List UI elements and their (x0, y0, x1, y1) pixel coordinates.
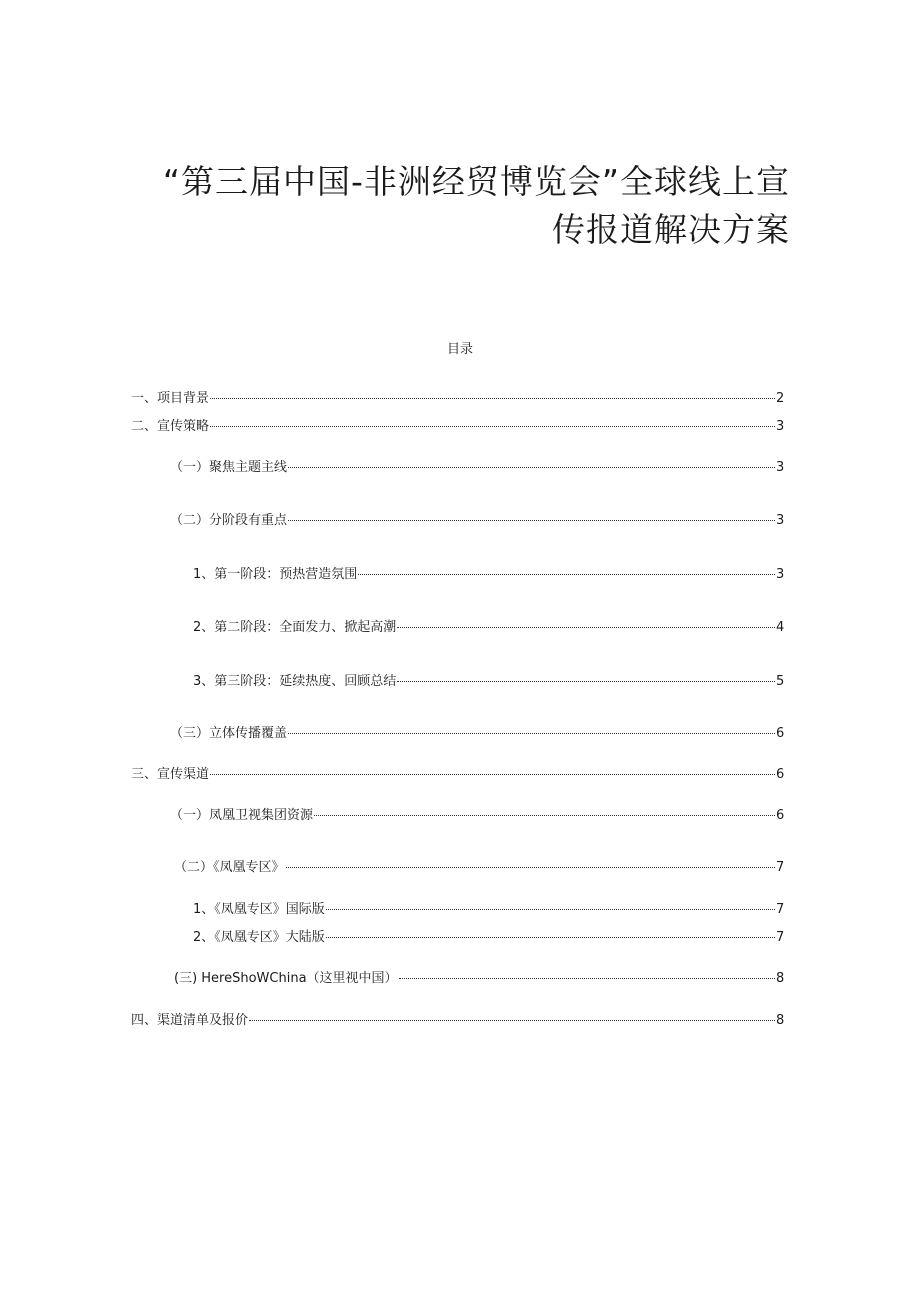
toc-entry-phoenix-zone[interactable] (174, 860, 784, 876)
toc-entry-label: 2、《凤凰专区》大陆版 (193, 930, 325, 945)
toc-entry-label: （二）分阶段有重点 (170, 513, 288, 528)
toc-entry-strategy[interactable] (131, 419, 784, 435)
toc-entry-channel-list-pricing[interactable] (131, 1013, 784, 1029)
toc-entry-label: 二、宣传策略 (131, 419, 210, 434)
toc-dot-leader (249, 1020, 775, 1021)
toc-entry-phase-1[interactable] (193, 567, 784, 583)
toc-entry-page: 7 (776, 902, 785, 917)
toc-entry-label: （二）《凤凰专区》 (174, 860, 285, 875)
toc-entry-page: 2 (776, 391, 785, 406)
toc-entry-page: 8 (776, 971, 785, 986)
toc-entry-page: 8 (776, 1013, 785, 1028)
document-title-line-1: “第三届中国-非洲经贸博览会”全球线上宣 (162, 162, 790, 201)
toc-dot-leader (397, 681, 775, 682)
toc-entry-label: 3、第三阶段：延续热度、回顾总结 (193, 674, 397, 689)
toc-entry-phoenix-zone-mainland[interactable] (193, 930, 784, 946)
toc-entry-label: 2、第二阶段：全面发力、掀起高潮 (193, 620, 397, 635)
toc-entry-page: 6 (776, 726, 785, 741)
toc-dot-leader (288, 467, 775, 468)
document-title-line-2: 传报道解决方案 (552, 210, 790, 249)
toc-entry-coverage[interactable] (170, 726, 784, 742)
toc-dot-leader (288, 733, 775, 734)
toc-dot-leader (397, 627, 775, 628)
toc-dot-leader (399, 978, 775, 979)
toc-heading: 目录 (446, 342, 473, 357)
toc-entry-label: （一）聚焦主题主线 (170, 460, 288, 475)
toc-dot-leader (358, 574, 775, 575)
toc-entry-page: 7 (776, 860, 785, 875)
toc-entry-channels[interactable] (131, 767, 784, 783)
toc-entry-page: 7 (776, 930, 785, 945)
toc-entry-phased[interactable] (170, 513, 784, 529)
toc-entry-phoenix-resources[interactable] (170, 808, 784, 824)
toc-dot-leader (288, 520, 775, 521)
toc-dot-leader (210, 398, 775, 399)
toc-entry-theme-focus[interactable] (170, 460, 784, 476)
document-title (90, 158, 790, 254)
toc-entry-project-background[interactable] (131, 391, 784, 407)
toc-entry-hereshowchina[interactable] (174, 971, 784, 987)
toc-entry-page: 3 (776, 513, 785, 528)
toc-entry-label: 四、渠道清单及报价 (131, 1013, 249, 1028)
toc-entry-label: （三）立体传播覆盖 (170, 726, 288, 741)
toc-entry-label: 1、《凤凰专区》国际版 (193, 902, 325, 917)
toc-dot-leader (326, 937, 775, 938)
toc-dot-leader (210, 426, 775, 427)
toc-entry-page: 5 (776, 674, 785, 689)
toc-entry-page: 4 (776, 620, 785, 635)
toc-entry-page: 3 (776, 567, 785, 582)
toc-entry-page: 3 (776, 460, 785, 475)
toc-entry-label: 三、宣传渠道 (131, 767, 210, 782)
toc-entry-page: 6 (776, 767, 785, 782)
toc-dot-leader (326, 909, 775, 910)
toc-entry-phase-2[interactable] (193, 620, 784, 636)
toc-entry-phase-3[interactable] (193, 674, 784, 690)
toc-dot-leader (210, 774, 775, 775)
toc-dot-leader (286, 867, 775, 868)
toc-entry-label: （一）凤凰卫视集团资源 (170, 808, 314, 823)
toc-entry-label: (三) HereShoWChina（这里视中国） (174, 971, 398, 986)
toc-entry-label: 1、第一阶段：预热营造氛围 (193, 567, 358, 582)
toc-entry-label: 一、项目背景 (131, 391, 210, 406)
toc-entry-page: 6 (776, 808, 785, 823)
toc-dot-leader (314, 815, 775, 816)
toc-entry-page: 3 (776, 419, 785, 434)
toc-entry-phoenix-zone-intl[interactable] (193, 902, 784, 918)
